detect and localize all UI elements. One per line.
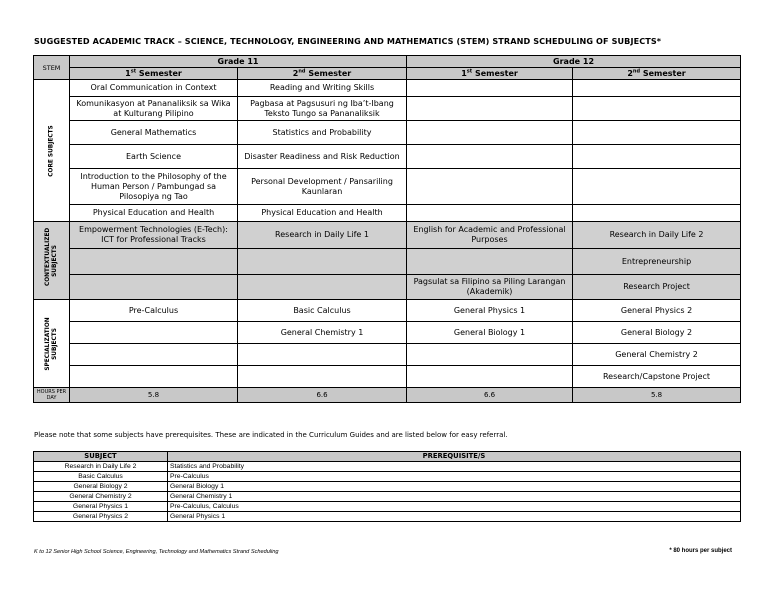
- prereq-value: Pre-Calculus, Calculus: [168, 502, 741, 512]
- subject-cell: [238, 344, 407, 366]
- contextualized-row: [34, 249, 741, 275]
- subject-cell: [407, 97, 573, 121]
- core-row: [34, 97, 741, 121]
- prereq-row: [34, 472, 741, 482]
- prereq-row: [34, 502, 741, 512]
- prereq-header-subject: SUBJECT: [34, 452, 168, 462]
- semester-header-g11-1: 1st Semester: [70, 68, 238, 80]
- subject-cell: General Biology 1: [407, 322, 573, 344]
- subject-cell: [70, 275, 238, 300]
- subject-cell: [407, 366, 573, 388]
- subject-cell: Pre-Calculus: [70, 300, 238, 322]
- subject-cell: [573, 145, 741, 169]
- semester-header-g12-2: 2nd Semester: [573, 68, 741, 80]
- core-row: [34, 121, 741, 145]
- core-row: [34, 169, 741, 205]
- hours-row: [34, 388, 741, 403]
- footer-document-name: K to 12 Senior High School Science, Engineering, Technology and Mathematics Strand Scheduling: [34, 549, 279, 555]
- subject-cell: [573, 205, 741, 222]
- subject-cell: [238, 275, 407, 300]
- subject-cell: [70, 366, 238, 388]
- prereq-row: [34, 482, 741, 492]
- subject-cell: [238, 249, 407, 275]
- core-row: [34, 80, 741, 97]
- subject-cell: [407, 169, 573, 205]
- subject-cell: Oral Communication in Context: [70, 80, 238, 97]
- hours-cell: 5.8: [70, 388, 238, 403]
- subject-cell: Introduction to the Philosophy of the Human Person / Pambungad sa Pilosopiya ng Tao: [70, 169, 238, 205]
- subject-cell: General Chemistry 2: [573, 344, 741, 366]
- subject-cell: [407, 249, 573, 275]
- subject-cell: Disaster Readiness and Risk Reduction: [238, 145, 407, 169]
- prereq-subject: General Chemistry 2: [34, 492, 168, 502]
- subject-cell: Entrepreneurship: [573, 249, 741, 275]
- hours-cell: 6.6: [238, 388, 407, 403]
- prereq-subject: General Physics 2: [34, 512, 168, 522]
- core-row: [34, 145, 741, 169]
- prereq-value: General Physics 1: [168, 512, 741, 522]
- subject-cell: [70, 322, 238, 344]
- hours-cell: 5.8: [573, 388, 741, 403]
- subject-cell: General Physics 2: [573, 300, 741, 322]
- subject-cell: [573, 169, 741, 205]
- subject-cell: Research in Daily Life 1: [238, 222, 407, 249]
- subject-cell: [407, 145, 573, 169]
- semester-header-g11-2: 2nd Semester: [238, 68, 407, 80]
- subject-cell: Pagbasa at Pagsusuri ng Iba’t-Ibang Teksto Tungo sa Pananaliksik: [238, 97, 407, 121]
- subject-cell: [407, 80, 573, 97]
- subject-cell: Reading and Writing Skills: [238, 80, 407, 97]
- subject-cell: Statistics and Probability: [238, 121, 407, 145]
- specialization-row: [34, 344, 741, 366]
- semester-header-g12-1: 1st Semester: [407, 68, 573, 80]
- subject-cell: General Physics 1: [407, 300, 573, 322]
- subject-cell: [70, 344, 238, 366]
- subject-cell: General Mathematics: [70, 121, 238, 145]
- hours-cell: 6.6: [407, 388, 573, 403]
- subject-cell: Empowerment Technologies (E-Tech): ICT for Professional Tracks: [70, 222, 238, 249]
- subject-cell: [238, 366, 407, 388]
- subject-cell: Research Project: [573, 275, 741, 300]
- prereq-value: General Chemistry 1: [168, 492, 741, 502]
- subject-cell: Basic Calculus: [238, 300, 407, 322]
- prerequisite-note: Please note that some subjects have prerequisites. These are indicated in the Curriculum Guides and are listed below for easy referral.: [34, 431, 508, 439]
- subject-cell: Komunikasyon at Pananaliksik sa Wika at Kulturang Pilipino: [70, 97, 238, 121]
- contextualized-row: [34, 222, 741, 249]
- contextualized-row: [34, 275, 741, 300]
- prereq-subject: General Biology 2: [34, 482, 168, 492]
- prereq-header-prerequisites: PREREQUISITE/S: [168, 452, 741, 462]
- subject-cell: General Biology 2: [573, 322, 741, 344]
- core-group-label: CORE SUBJECTS: [34, 80, 70, 222]
- schedule-table: [33, 55, 741, 403]
- prereq-subject: Basic Calculus: [34, 472, 168, 482]
- prereq-value: General Biology 1: [168, 482, 741, 492]
- subject-cell: Physical Education and Health: [238, 205, 407, 222]
- grade11-header: Grade 11: [70, 56, 407, 68]
- specialization-row: [34, 300, 741, 322]
- specialization-row: [34, 322, 741, 344]
- specialization-row: [34, 366, 741, 388]
- contextualized-group-label: CONTEXTUALIZED SUBJECTS: [34, 222, 70, 300]
- subject-cell: [407, 344, 573, 366]
- prereq-row: [34, 492, 741, 502]
- prerequisite-table: [33, 451, 741, 522]
- subject-cell: English for Academic and Professional Purposes: [407, 222, 573, 249]
- prereq-subject: Research in Daily Life 2: [34, 462, 168, 472]
- subject-cell: Pagsulat sa Filipino sa Piling Larangan (Akademik): [407, 275, 573, 300]
- prereq-value: Pre-Calculus: [168, 472, 741, 482]
- document-title: SUGGESTED ACADEMIC TRACK – SCIENCE, TECHNOLOGY, ENGINEERING AND MATHEMATICS (STEM) STRAND SCHEDULING OF SUBJECTS*: [34, 36, 662, 46]
- subject-cell: [573, 121, 741, 145]
- prereq-subject: General Physics 1: [34, 502, 168, 512]
- hours-label: HOURS PER DAY: [34, 388, 70, 403]
- prereq-value: Statistics and Probability: [168, 462, 741, 472]
- subject-cell: [573, 80, 741, 97]
- prereq-row: [34, 512, 741, 522]
- specialization-group-label: SPECIALIZATION SUBJECTS: [34, 300, 70, 388]
- subject-cell: Research in Daily Life 2: [573, 222, 741, 249]
- prereq-row: [34, 462, 741, 472]
- subject-cell: [407, 121, 573, 145]
- grade12-header: Grade 12: [407, 56, 741, 68]
- subject-cell: Personal Development / Pansariling Kaunlaran: [238, 169, 407, 205]
- core-row: [34, 205, 741, 222]
- subject-cell: General Chemistry 1: [238, 322, 407, 344]
- subject-cell: Earth Science: [70, 145, 238, 169]
- subject-cell: Research/Capstone Project: [573, 366, 741, 388]
- strand-label: STEM: [34, 56, 70, 80]
- subject-cell: Physical Education and Health: [70, 205, 238, 222]
- subject-cell: [573, 97, 741, 121]
- subject-cell: [70, 249, 238, 275]
- footer-hours-note: * 80 hours per subject: [669, 548, 732, 554]
- subject-cell: [407, 205, 573, 222]
